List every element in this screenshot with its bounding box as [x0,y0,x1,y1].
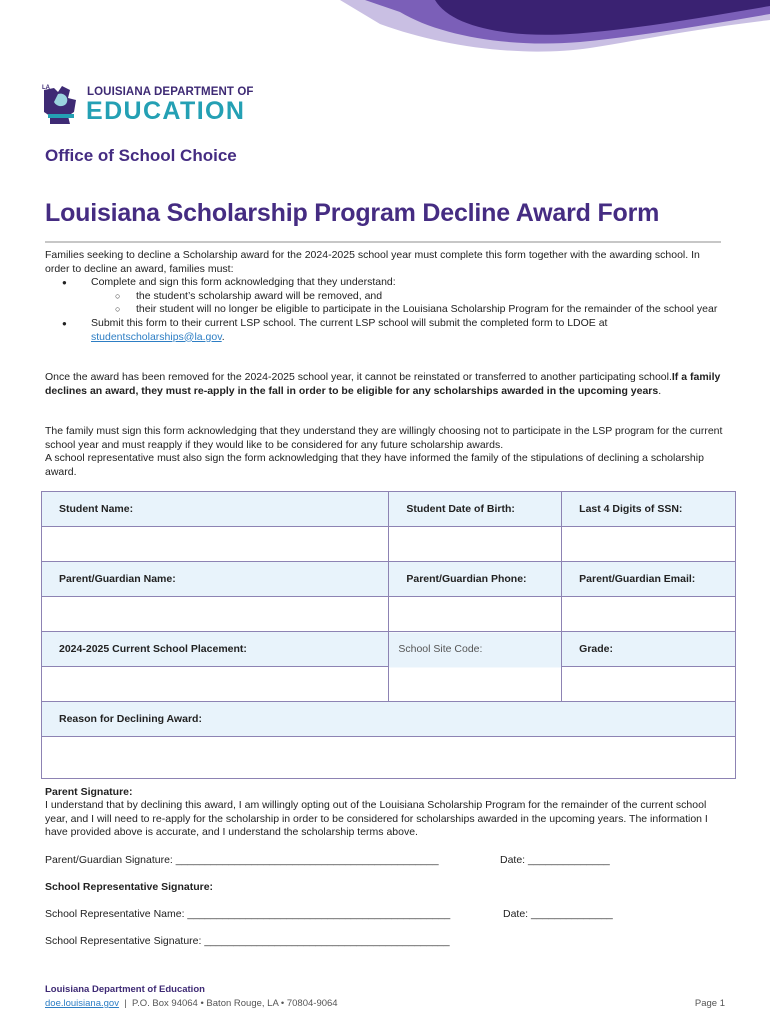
table-row [42,527,736,562]
parent-signature-heading: Parent Signature: [45,786,133,798]
rep-signature-line[interactable]: School Representative Signature: __________________________________________ [45,935,450,947]
table-row [42,597,736,632]
table-row [42,562,736,597]
placement-field[interactable] [42,667,389,702]
dob-field[interactable] [389,527,562,562]
parent-name-label: Parent/Guardian Name: [42,562,389,597]
list-item-end: . [221,330,225,343]
footer-address [45,998,338,1009]
dob-label: Student Date of Birth: [389,492,562,527]
parent-email-label: Parent/Guardian Email: [562,562,736,597]
reason-label: Reason for Declining Award: [42,702,736,737]
parent-email-field[interactable] [562,597,736,632]
reapply-warning: If a family declines an award, they must re-apply in the fall in order to be eligible for any scholarships awarded in the upcoming years [45,371,721,397]
footer-address-text: | P.O. Box 94064 • Baton Rouge, LA • 70804-9064 [118,998,338,1009]
logo-line1: LOUISIANA DEPARTMENT OF [87,86,254,98]
ldoe-logo [40,80,260,126]
site-code-label: School Site Code: [398,643,483,655]
student-name-label: Student Name: [42,492,389,527]
table-row [42,492,736,527]
requirements-list [45,276,725,344]
website-link[interactable]: doe.louisiana.gov [45,998,119,1009]
reason-field[interactable] [42,737,736,779]
acknowledgement-paragraph [45,425,725,479]
student-info-table [41,491,736,779]
table-row [42,702,736,737]
parent-phone-label: Parent/Guardian Phone: [389,562,562,597]
table-row [42,667,736,702]
grade-label: Grade: [562,632,736,667]
list-item: ○ their student will no longer be eligible to participate in the Louisiana Scholarship Program for the remainder of the school year [91,303,725,317]
ssn-field[interactable] [562,527,736,562]
page-title: Louisiana Scholarship Program Decline Award Form [45,199,660,227]
footer-org: Louisiana Department of Education [45,984,205,995]
family-acknowledgement: The family must sign this form acknowledging that they understand they are willingly choosing not to participate in the LSP program for the current school year and must reapply if they would like to be considered for any future scholarship awards. [45,425,723,451]
office-heading: Office of School Choice [45,146,237,165]
grade-field[interactable] [562,667,736,702]
ssn-label: Last 4 Digits of SSN: [562,492,736,527]
pelican-logo-icon [40,82,80,126]
student-name-field[interactable] [42,527,389,562]
page-number: Page 1 [694,998,725,1009]
parent-date-line[interactable]: Date: ______________ [500,854,610,866]
reinstate-text: Once the award has been removed for the 2024-2025 school year, it cannot be reinstated or transferred to another participating school. [45,371,672,383]
rep-date-line[interactable]: Date: ______________ [503,908,613,920]
sub-list [91,290,725,317]
list-item: ○ the student’s scholarship award will be removed, and [91,290,725,304]
placement-label: 2024-2025 Current School Placement: [42,632,389,667]
intro-block [45,249,725,344]
header-corner-graphic [340,0,770,60]
svg-text:LA: LA [42,85,50,91]
parent-phone-field[interactable] [389,597,562,632]
intro-paragraph: Families seeking to decline a Scholarship award for the 2024-2025 school year must complete this form together with the awarding school. In order to decline an award, families must: [45,249,700,275]
logo-line2: EDUCATION [86,97,246,125]
reinstate-end: . [658,384,662,397]
title-divider [45,241,721,243]
list-item [45,276,725,317]
rep-name-line[interactable]: School Representative Name: _____________________________________________ [45,908,451,920]
rep-signature-heading: School Representative Signature: [45,881,214,893]
table-row [42,632,736,667]
parent-name-field[interactable] [42,597,389,632]
list-item [45,317,725,344]
list-item-text: Complete and sign this form acknowledging that they understand: [91,276,396,289]
school-acknowledgement: A school representative must also sign the form acknowledging that they have informed the family of the stipulations of declining a scholarship award. [45,452,704,478]
email-link[interactable]: studentscholarships@la.gov [91,330,222,343]
reinstate-paragraph [45,371,725,398]
site-code-cell[interactable] [389,632,562,702]
parent-statement: I understand that by declining this award, I am willingly opting out of the Louisiana Scholarship Program for the remainder of the current school year, and I will need to re-apply for the scholarship in order to be considered for scholarships awarded in the upcoming years. The information I have provided above is accurate, and I understand the scholarship terms above. [45,799,708,839]
parent-signature-line[interactable]: Parent/Guardian Signature: _____________________________________________ [45,854,439,866]
table-row [42,737,736,779]
list-item-text: Submit this form to their current LSP school. The current LSP school will submit the completed form to LDOE at [91,316,608,329]
